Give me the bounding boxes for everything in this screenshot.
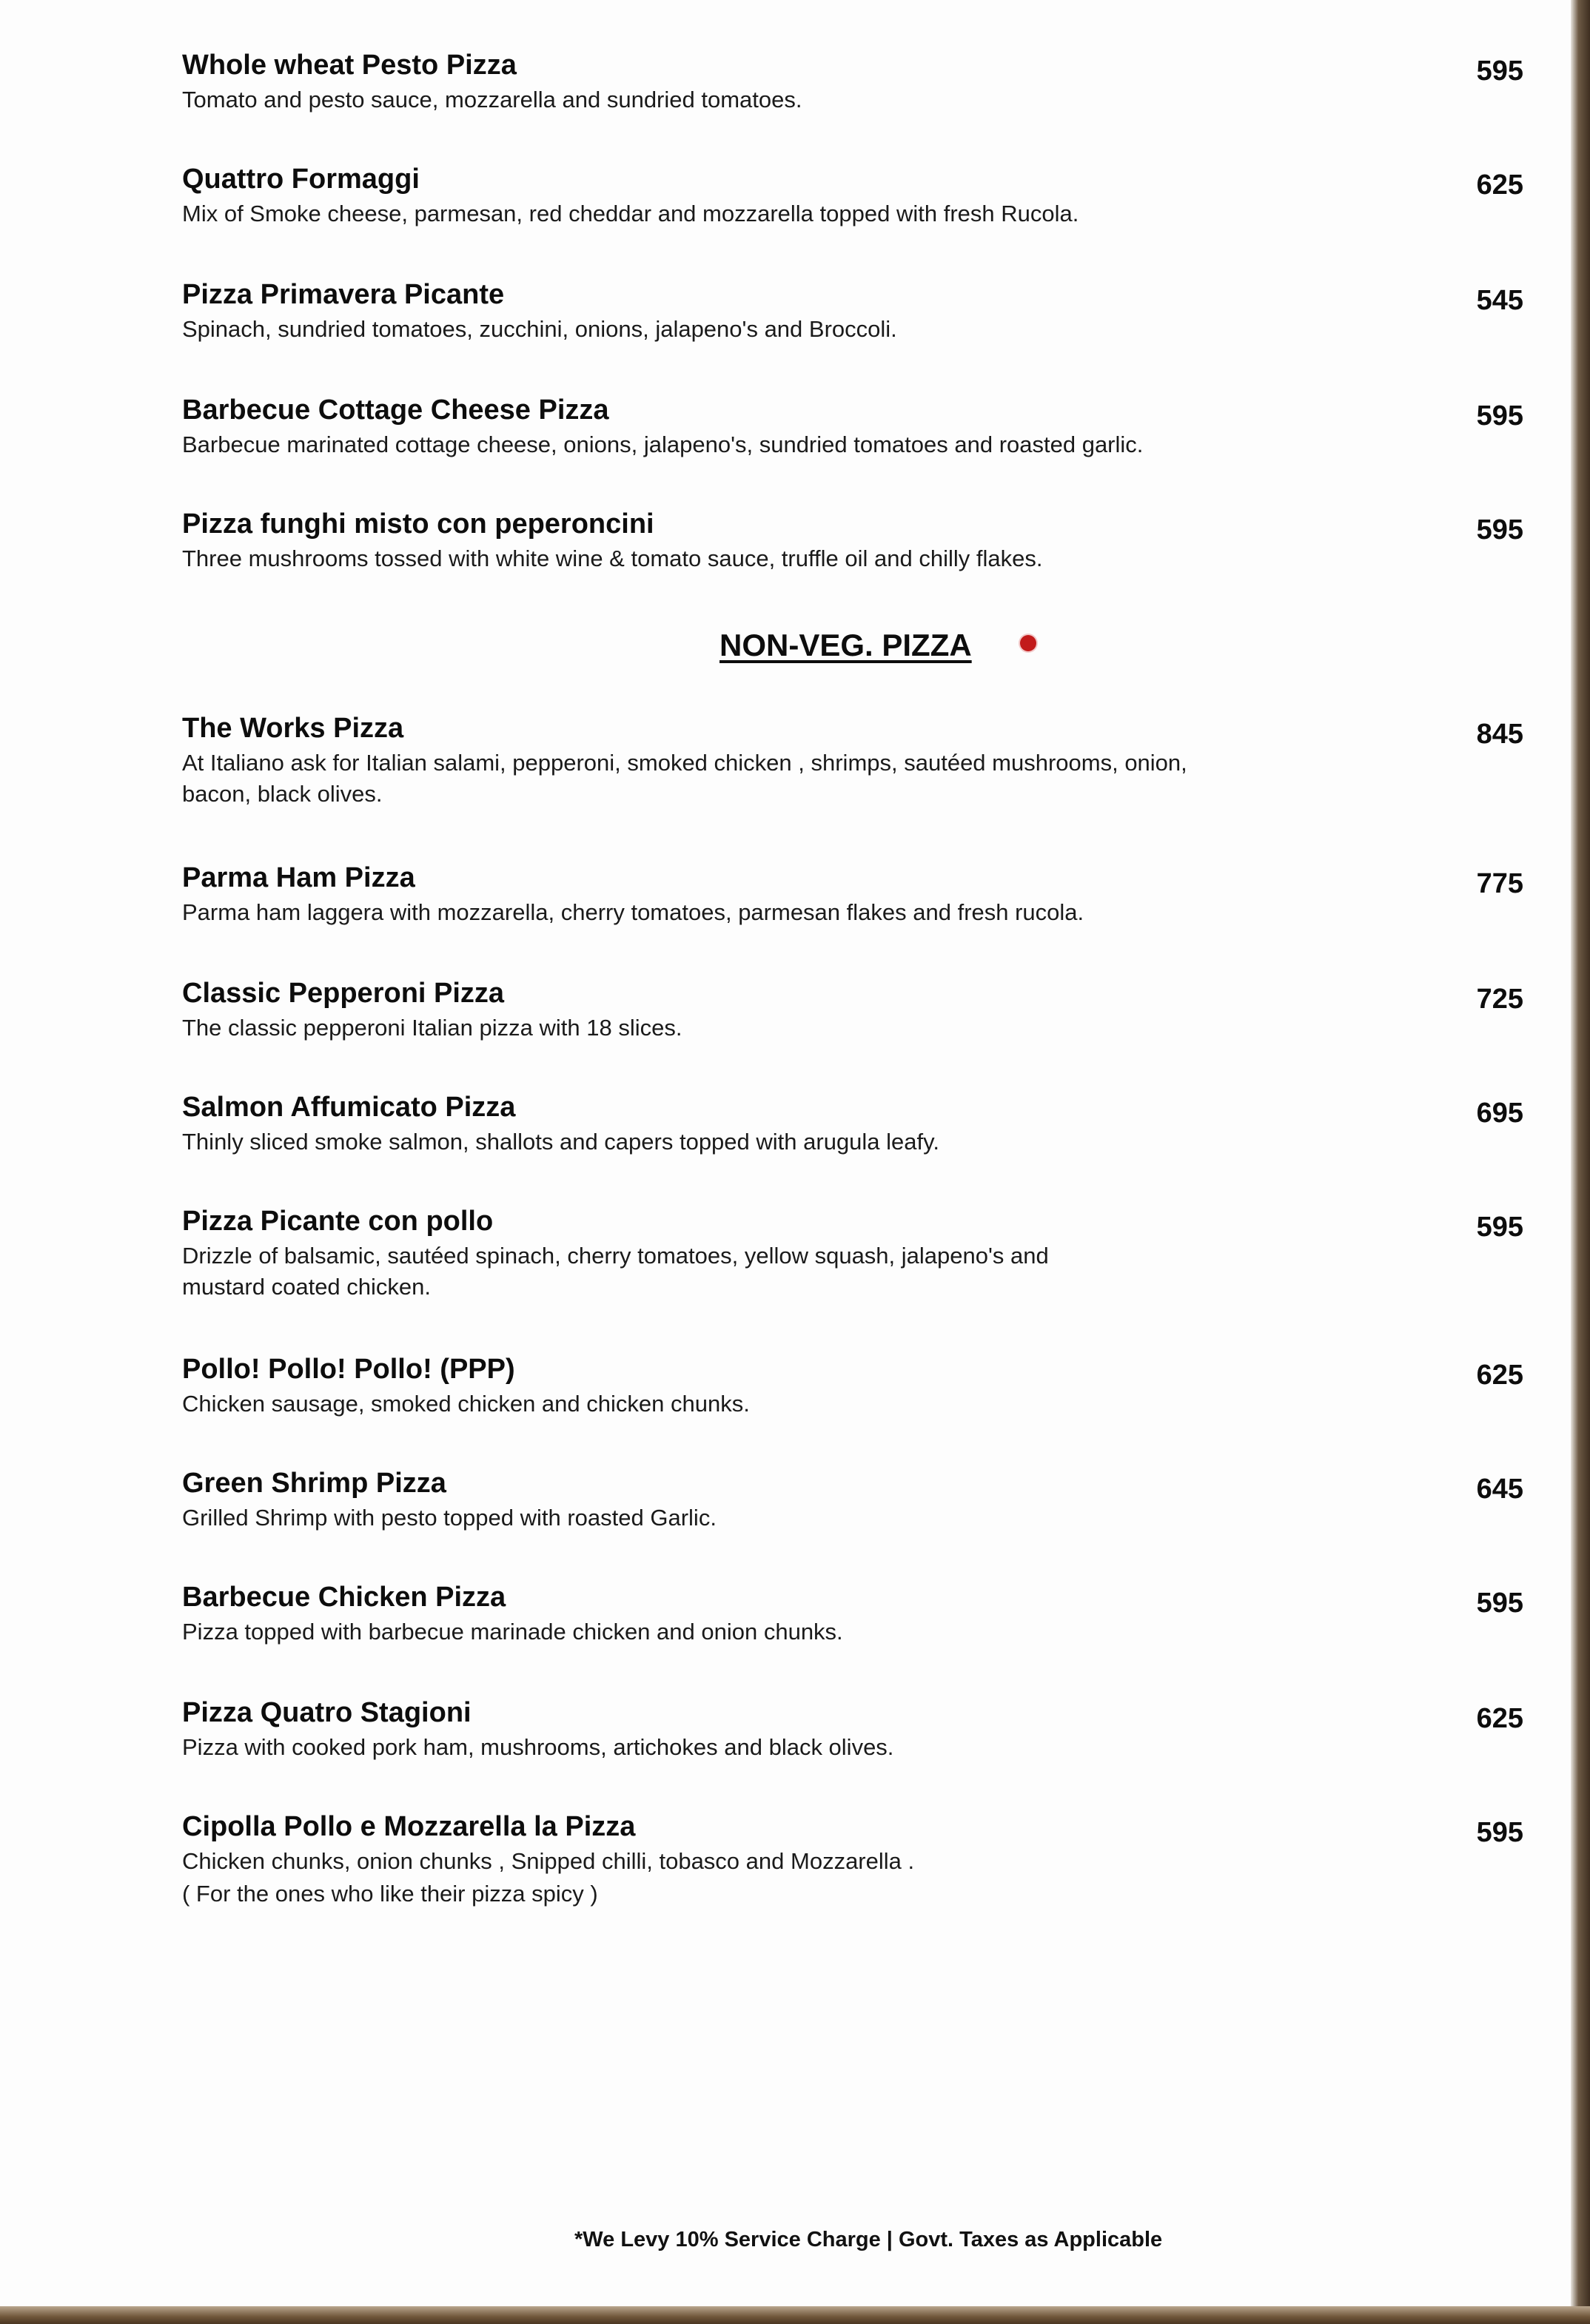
menu-item <box>182 1695 1529 1763</box>
item-name: Pizza Primavera Picante <box>182 279 505 310</box>
menu-item <box>182 1579 1529 1648</box>
menu-item <box>182 975 1529 1044</box>
section-heading: NON-VEG. PIZZA <box>719 628 972 662</box>
item-price: 775 <box>1476 868 1523 899</box>
page-edge-bottom <box>0 2306 1590 2324</box>
item-name: Parma Ham Pizza <box>182 862 415 893</box>
item-name: Pizza funghi misto con peperoncini <box>182 508 654 540</box>
menu-item <box>182 277 1529 345</box>
menu-item <box>182 1203 1529 1303</box>
menu-item <box>182 47 1529 115</box>
menu-item <box>182 711 1529 810</box>
item-price: 645 <box>1476 1474 1523 1505</box>
menu-item <box>182 1809 1529 1910</box>
item-name: Whole wheat Pesto Pizza <box>182 50 517 81</box>
item-price: 695 <box>1476 1098 1523 1129</box>
menu-item <box>182 506 1529 574</box>
menu-item <box>182 392 1529 460</box>
item-name: The Works Pizza <box>182 713 404 744</box>
item-price: 725 <box>1476 984 1523 1015</box>
item-price: 845 <box>1476 719 1523 750</box>
menu-item <box>182 1351 1529 1420</box>
item-description: Drizzle of balsamic, sautéed spinach, cherry tomatoes, yellow squash, jalapeno's and mustard coated chicken. <box>182 1243 1049 1300</box>
item-description: Pizza topped with barbecue marinade chicken and onion chunks. <box>182 1619 843 1645</box>
item-description: Chicken chunks, onion chunks , Snipped chilli, tobasco and Mozzarella . <box>182 1848 915 1874</box>
item-description: Tomato and pesto sauce, mozzarella and sundried tomatoes. <box>182 87 802 112</box>
item-description: Thinly sliced smoke salmon, shallots and capers topped with arugula leafy. <box>182 1129 939 1155</box>
item-name: Pizza Picante con pollo <box>182 1206 494 1237</box>
item-name: Pollo! Pollo! Pollo! (PPP) <box>182 1354 515 1385</box>
menu-item <box>182 860 1529 928</box>
item-name: Green Shrimp Pizza <box>182 1468 446 1499</box>
menu-item <box>182 161 1529 229</box>
item-description: Three mushrooms tossed with white wine & tomato sauce, truffle oil and chilly flakes. <box>182 545 1043 571</box>
item-name: Salmon Affumicato Pizza <box>182 1092 516 1123</box>
item-name: Barbecue Chicken Pizza <box>182 1582 506 1613</box>
service-charge-note: *We Levy 10% Service Charge | Govt. Taxes as Applicable <box>574 2228 1163 2251</box>
item-description: Pizza with cooked pork ham, mushrooms, artichokes and black olives. <box>182 1734 894 1760</box>
item-name: Cipolla Pollo e Mozzarella la Pizza <box>182 1811 636 1842</box>
item-price: 595 <box>1476 400 1523 431</box>
menu-item <box>182 1089 1529 1158</box>
item-price: 595 <box>1476 1817 1523 1848</box>
item-price: 545 <box>1476 285 1523 316</box>
menu-item <box>182 1465 1529 1534</box>
item-description: Chicken sausage, smoked chicken and chicken chunks. <box>182 1391 750 1417</box>
item-name: Barbecue Cottage Cheese Pizza <box>182 394 609 426</box>
item-description: Barbecue marinated cottage cheese, onions, jalapeno's, sundried tomatoes and roasted garlic. <box>182 431 1144 457</box>
item-price: 595 <box>1476 1212 1523 1243</box>
item-price: 595 <box>1476 514 1523 545</box>
item-name: Quattro Formaggi <box>182 164 420 195</box>
item-description: At Italiano ask for Italian salami, pepperoni, smoked chicken , shrimps, sautéed mushrooms, onion, bacon, black olives. <box>182 750 1187 807</box>
item-price: 625 <box>1476 1360 1523 1391</box>
item-price: 625 <box>1476 169 1523 201</box>
non-veg-indicator-icon <box>1020 635 1036 651</box>
item-price: 595 <box>1476 56 1523 87</box>
page-edge-right <box>1571 0 1590 2324</box>
item-name: Classic Pepperoni Pizza <box>182 978 505 1009</box>
item-price: 625 <box>1476 1703 1523 1734</box>
item-description: Grilled Shrimp with pesto topped with roasted Garlic. <box>182 1505 717 1531</box>
item-description: Parma ham laggera with mozzarella, cherry tomatoes, parmesan flakes and fresh rucola. <box>182 899 1084 925</box>
item-description: The classic pepperoni Italian pizza with 18 slices. <box>182 1015 682 1041</box>
item-name: Pizza Quatro Stagioni <box>182 1697 472 1728</box>
item-price: 595 <box>1476 1588 1523 1619</box>
item-description: Mix of Smoke cheese, parmesan, red cheddar and mozzarella topped with fresh Rucola. <box>182 201 1079 226</box>
item-description: Spinach, sundried tomatoes, zucchini, onions, jalapeno's and Broccoli. <box>182 316 897 342</box>
item-description-note: ( For the ones who like their pizza spicy ) <box>182 1881 598 1907</box>
